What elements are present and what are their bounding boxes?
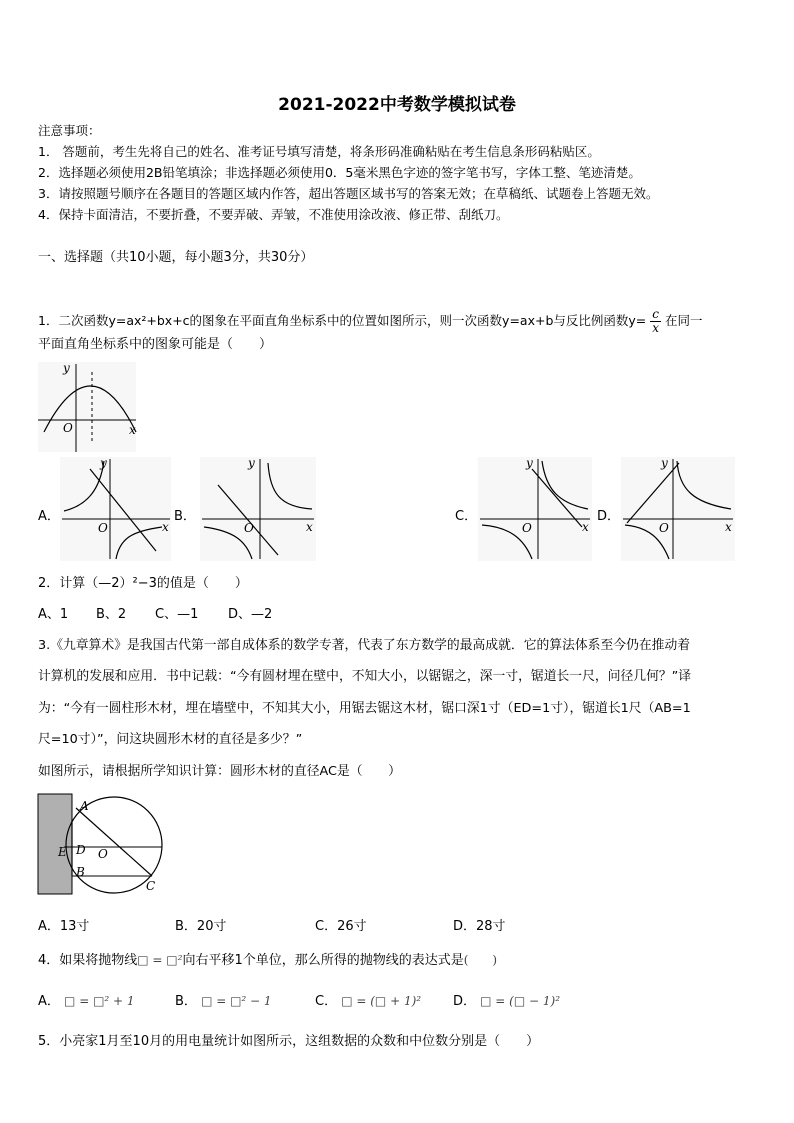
fraction-denominator: x: [652, 321, 659, 335]
option-a-figure[interactable]: [58, 455, 173, 563]
q1-fraction: [650, 308, 661, 335]
question-4-text: [38, 949, 497, 968]
option-expr: □ = (□ − 1)²: [480, 994, 561, 1008]
page-title: 2021-2022中考数学模拟试卷: [278, 95, 516, 115]
point-e-label: E: [58, 845, 67, 859]
q1-text-part1: 1．二次函数y=ax²+bx+c的图象在平面直角坐标系中的位置如图所示，则一次函数y=ax+b与反比例函数y=: [38, 313, 647, 328]
q2-option-c[interactable]: C、—1: [155, 607, 199, 622]
option-expr: □ = □² + 1: [64, 994, 135, 1008]
option-label: D．: [453, 994, 477, 1009]
q2-option-a[interactable]: A、1: [38, 607, 69, 622]
point-d-label: D: [76, 843, 86, 857]
notice-item: 2．选择题必须使用2B铅笔填涂；非选择题必须使用0．5毫米黑色字迹的签字笔书写，字体工整、笔迹清楚。: [38, 165, 641, 180]
q3-option-b[interactable]: B．20寸: [175, 919, 227, 934]
q4-text-part1: 4．如果将抛物线: [38, 953, 138, 968]
y-label: y: [248, 456, 255, 470]
figure-background: [200, 457, 316, 561]
question-2-text: 2．计算（—2）²−3的值是（ ）: [38, 576, 248, 591]
option-b-figure[interactable]: [198, 455, 318, 563]
x-label: x: [725, 520, 732, 534]
notice-header: 注意事项：: [38, 123, 101, 138]
point-c-label: C: [146, 879, 156, 893]
q4-option-b[interactable]: [175, 990, 272, 1009]
option-label: B．: [175, 994, 197, 1009]
y-label: y: [526, 456, 533, 470]
x-label: x: [582, 520, 589, 534]
q2-option-d[interactable]: D、—2: [228, 607, 273, 622]
question-3-line: 计算机的发展和应用．书中记载：“今有圆材埋在壁中，不知大小，以锯锯之，深一寸，锯道长一尺，问径几何？”译: [38, 669, 692, 684]
q4-answer-paren: ( ): [463, 953, 498, 967]
q1-option-b-label[interactable]: B．: [174, 509, 196, 524]
q2-option-b[interactable]: B、2: [96, 607, 127, 622]
question-3-line: 为：“今有一圆柱形木材，埋在墙壁中，不知其大小，用锯去锯这木材，锯口深1寸（ED=1寸），锯道长1尺（AB=1: [38, 701, 691, 716]
section-heading: 一、选择题（共10小题，每小题3分，共30分）: [38, 250, 314, 265]
option-expr: □ = □² − 1: [201, 994, 272, 1008]
origin-label: O: [522, 521, 532, 535]
q3-option-a[interactable]: A．13寸: [38, 919, 90, 934]
q3-option-c[interactable]: C．26寸: [315, 919, 367, 934]
parabola-figure: [36, 360, 140, 456]
question-1-text-line2: 平面直角坐标系中的图象可能是（ ）: [38, 337, 273, 352]
origin-label: O: [63, 421, 73, 435]
circle-wood-figure: [36, 790, 166, 900]
q4-option-a[interactable]: [38, 990, 135, 1009]
q1-option-d-label[interactable]: D．: [597, 509, 621, 524]
notice-item: 4．保持卡面清洁，不要折叠，不要弄破、弄皱，不准使用涂改液、修正带、刮纸刀。: [38, 207, 509, 222]
option-d-figure[interactable]: [619, 455, 737, 563]
diameter-ac: [76, 808, 152, 876]
notice-item: 1． 答题前，考生先将自己的姓名、准考证号填写清楚，将条形码准确粘贴在考生信息条形码粘贴区。: [38, 144, 600, 159]
y-label: y: [661, 456, 668, 470]
origin-label: O: [244, 521, 254, 535]
question-5-text: 5．小亮家1月至10月的用电量统计如图所示，这组数据的众数和中位数分别是（ ）: [38, 1034, 540, 1049]
q3-option-d[interactable]: D．28寸: [453, 919, 506, 934]
question-3-line: 3.《九章算术》是我国古代第一部自成体系的数学专著，代表了东方数学的最高成就．它的算法体系至今仍在推动着: [38, 638, 691, 653]
y-label: y: [63, 361, 70, 375]
q4-text-part2: 向右平移1个单位，那么所得的抛物线的表达式是: [182, 953, 464, 968]
q4-option-d[interactable]: [453, 990, 560, 1009]
figure-background: [621, 457, 735, 561]
question-3-line: 如图所示，请根据所学知识计算：圆形木材的直径AC是（ ）: [38, 764, 401, 779]
y-label: y: [100, 456, 107, 470]
notice-item: 3．请按照题号顺序在各题目的答题区域内作答，超出答题区域书写的答案无效；在草稿纸、试题卷上答题无效。: [38, 186, 659, 201]
x-label: x: [162, 520, 169, 534]
q4-parabola-expr: □ = □²: [137, 953, 183, 967]
q4-option-c[interactable]: [315, 990, 421, 1009]
option-expr: □ = (□ + 1)²: [341, 994, 422, 1008]
point-a-label: A: [80, 799, 89, 813]
figure-background: [60, 457, 171, 561]
question-1-text: [38, 308, 702, 335]
point-o-label: O: [98, 847, 108, 861]
x-label: x: [306, 520, 313, 534]
origin-label: O: [659, 521, 669, 535]
question-3-line: 尺=10寸）”，问这块圆形木材的直径是多少？”: [38, 732, 303, 747]
option-c-figure[interactable]: [476, 455, 594, 563]
option-label: A．: [38, 994, 60, 1009]
q1-text-part2: 在同一: [664, 313, 703, 328]
fraction-numerator: c: [652, 307, 659, 321]
wall: [38, 794, 72, 894]
option-label: C．: [315, 994, 338, 1009]
x-label: x: [129, 423, 136, 437]
origin-label: O: [98, 521, 108, 535]
q1-option-a-label[interactable]: A．: [38, 509, 60, 524]
point-b-label: B: [76, 865, 85, 879]
q1-option-c-label[interactable]: C．: [455, 509, 478, 524]
